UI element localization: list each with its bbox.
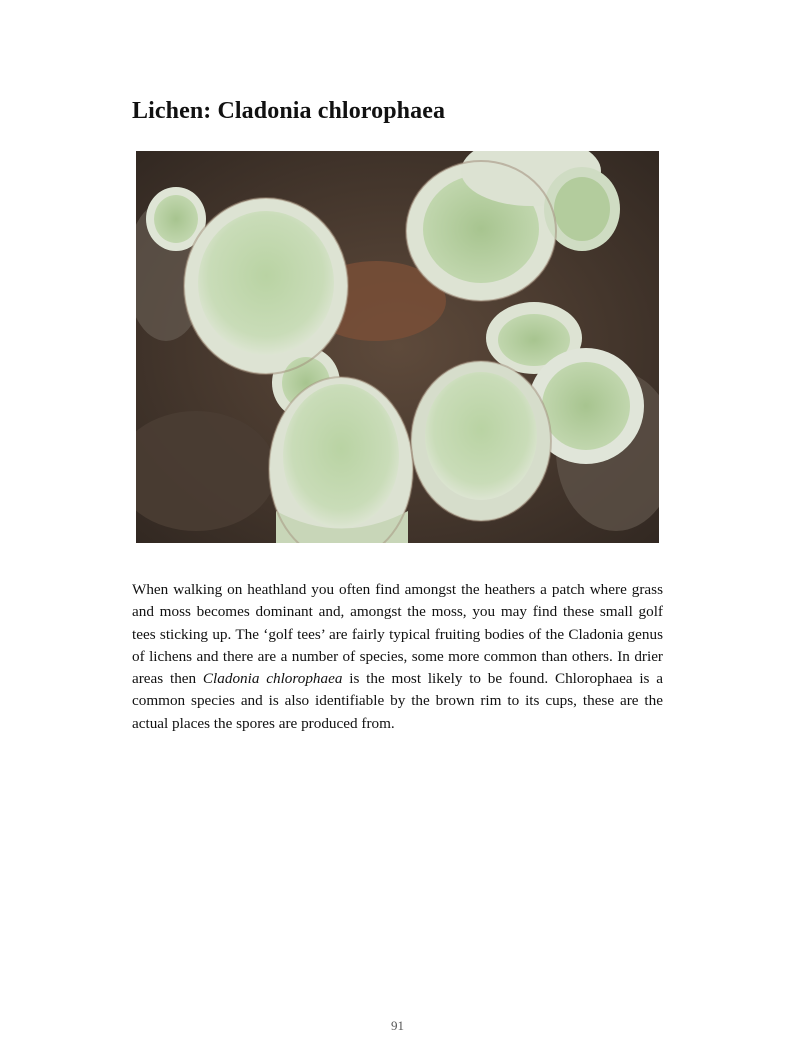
lichen-photo [136,151,659,543]
page-number: 91 [391,1018,404,1033]
paragraph-text-start: When walking on heathland you often find amongst the heathers a patch where grass and moss becomes dominant and, amongst the moss, you may find these small golf tees sticking up. The ‘golf tees’ are fairly typical fruiting bodies of the Cladonia genus of lichens and there are a number of species, some more common than others. In drier areas then [132,581,663,688]
paragraph-text-end: is the most likely to be found. Chlorophaea is a common species and is also identifiable by the brown rim to its cups, these are the actual places the spores are produced from. [132,670,663,732]
body-paragraph [132,579,663,735]
paragraph-species-italic: Cladonia chlorophaea [202,670,343,688]
page-title: Lichen: Cladonia chlorophaea [132,98,446,124]
